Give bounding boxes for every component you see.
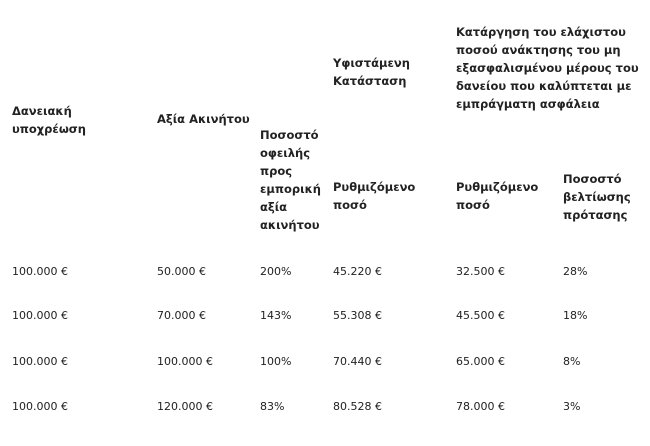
cell-proposal: 65.000 €	[456, 355, 505, 368]
header-debt-ratio-line: αξία	[260, 200, 288, 214]
header-improvement	[563, 170, 631, 224]
header-current-situation-line: Υφιστάμενη	[333, 56, 410, 70]
cell-loan: 100.000 €	[12, 309, 68, 322]
header-property-value	[157, 110, 250, 128]
cell-current: 45.220 €	[333, 265, 382, 278]
cell-ratio: 83%	[260, 400, 285, 413]
cell-property: 120.000 €	[157, 400, 213, 413]
header-improvement-line: βελτίωσης	[563, 190, 631, 204]
cell-ratio: 143%	[260, 309, 292, 322]
header-proposal-line: ποσού ανάκτησης του μη	[456, 43, 621, 57]
cell-property: 50.000 €	[157, 265, 206, 278]
header-proposal-line: Κατάργηση του ελάχιστου	[456, 25, 626, 39]
header-proposal-adjusted-line: ποσό	[456, 198, 490, 212]
header-improvement-line: Ποσοστό	[563, 172, 622, 186]
cell-improvement: 18%	[563, 309, 588, 322]
cell-improvement: 3%	[563, 400, 581, 413]
cell-improvement: 8%	[563, 355, 581, 368]
cell-loan: 100.000 €	[12, 355, 68, 368]
header-proposal	[456, 23, 639, 113]
header-loan	[12, 102, 86, 138]
header-proposal-line: εμπράγματη ασφάλεια	[456, 97, 600, 111]
cell-proposal: 45.500 €	[456, 309, 505, 322]
header-property-value-line: Αξία Ακινήτου	[157, 112, 250, 126]
header-debt-ratio-line: προς	[260, 164, 293, 178]
header-current-adjusted-line: Ρυθμιζόμενο	[333, 180, 416, 194]
header-debt-ratio-line: εμπορική	[260, 182, 321, 196]
cell-improvement: 28%	[563, 265, 588, 278]
header-current-adjusted	[333, 178, 415, 214]
cell-proposal: 32.500 €	[456, 265, 505, 278]
header-current-adjusted-line: ποσό	[333, 198, 367, 212]
header-debt-ratio-line: ακινήτου	[260, 218, 320, 232]
cell-current: 80.528 €	[333, 400, 382, 413]
header-debt-ratio-line: Ποσοστό	[260, 128, 319, 142]
header-proposal-adjusted-line: Ρυθμιζόμενο	[456, 180, 539, 194]
header-current-situation-line: Κατάσταση	[333, 74, 407, 88]
header-debt-ratio	[260, 126, 321, 234]
cell-loan: 100.000 €	[12, 400, 68, 413]
cell-ratio: 200%	[260, 265, 292, 278]
header-improvement-line: πρότασης	[563, 208, 628, 222]
cell-property: 100.000 €	[157, 355, 213, 368]
cell-current: 70.440 €	[333, 355, 382, 368]
header-loan-line: υποχρέωση	[12, 122, 86, 136]
header-proposal-adjusted	[456, 178, 538, 214]
cell-property: 70.000 €	[157, 309, 206, 322]
header-debt-ratio-line: οφειλής	[260, 146, 311, 160]
header-proposal-line: εξασφαλισμένου μέρους του	[456, 61, 639, 75]
cell-current: 55.308 €	[333, 309, 382, 322]
cell-loan: 100.000 €	[12, 265, 68, 278]
header-proposal-line: δανείου που καλύπτεται με	[456, 79, 632, 93]
cell-ratio: 100%	[260, 355, 292, 368]
cell-proposal: 78.000 €	[456, 400, 505, 413]
header-loan-line: Δανειακή	[12, 104, 72, 118]
header-current-situation	[333, 54, 410, 90]
